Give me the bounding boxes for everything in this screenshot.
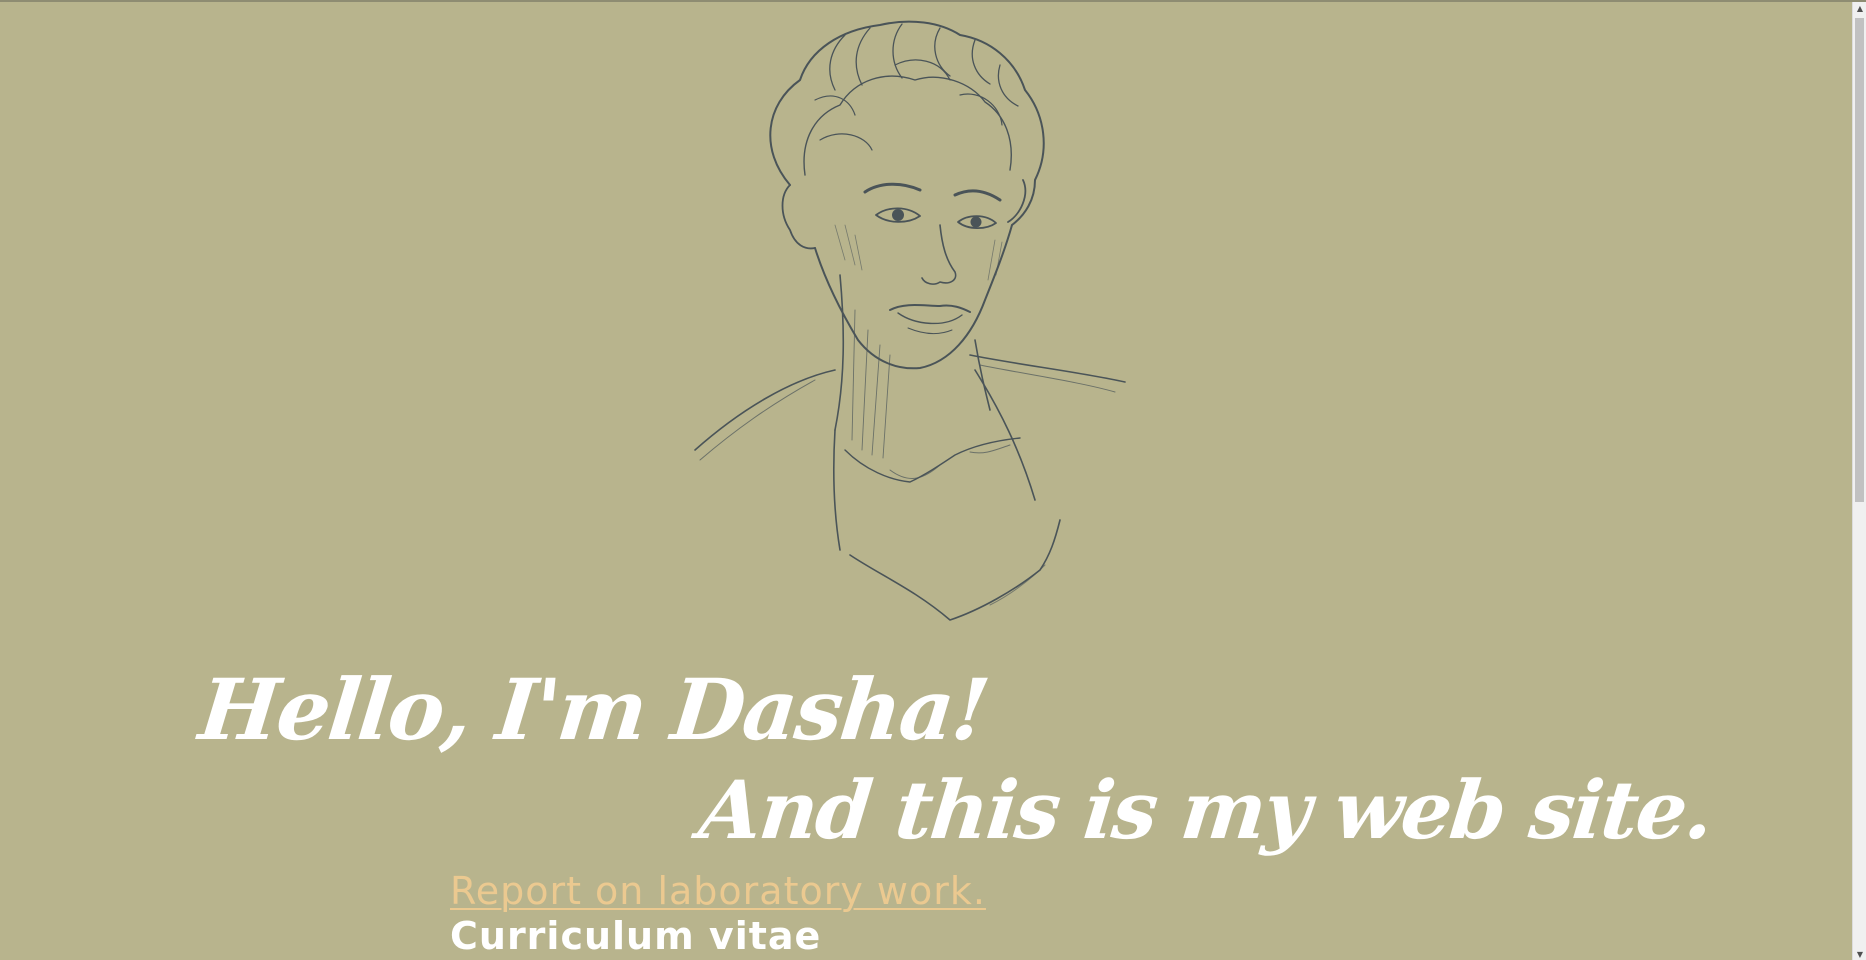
scroll-up-arrow-icon[interactable]: ▲ — [1856, 4, 1864, 13]
vertical-scrollbar[interactable] — [1852, 2, 1866, 960]
portrait-sketch-icon — [640, 10, 1160, 650]
scroll-thumb[interactable] — [1855, 18, 1864, 502]
scroll-down-arrow-icon[interactable]: ▼ — [1856, 950, 1864, 959]
report-link[interactable]: Report on laboratory work. — [450, 869, 986, 913]
tagline-heading: And this is my web site. — [695, 763, 1717, 857]
greeting-heading: Hello, I'm Dasha! — [194, 660, 993, 759]
cv-link[interactable]: Curriculum vitae — [450, 914, 822, 958]
